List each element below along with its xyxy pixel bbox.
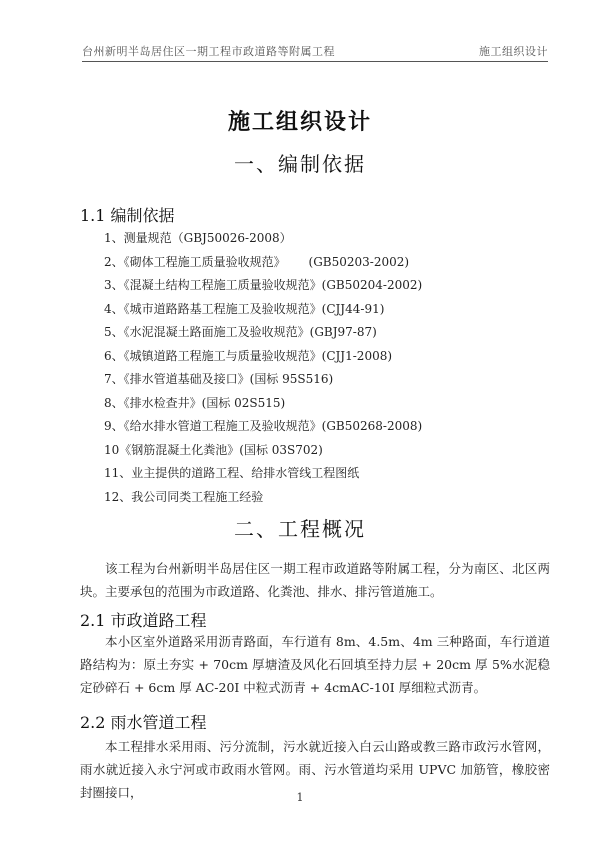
list-item: 12、我公司同类工程施工经验: [104, 489, 264, 504]
list-item: 5、《水泥混凝土路面施工及验收规范》(GBJ97-87): [104, 325, 377, 339]
list-item: 3、《混凝土结构工程施工质量验收规范》(GB50204-2002): [104, 278, 423, 292]
list-item: 7、《排水管道基础及接口》(国标 95S516): [104, 372, 334, 386]
road-paragraph: 本小区室外道路采用沥青路面，车行道有 8m、4.5m、4m 三种路面，车行道道路结构为：原土夯实 + 70cm 厚塘渣及风化石回填至持力层 + 20cm 厚 5%水泥稳定砂碎石 + 6cm 厚 AC-20I 中粒式沥青 + 4cmAC-10I 厚细粒式沥青。: [80, 634, 550, 695]
list-item: 1、测量规范（GBJ50026-2008）: [104, 231, 292, 245]
list-item: 9、《给水排水管道工程施工及验收规范》(GB50268-2008): [104, 419, 423, 433]
page-number: 1: [296, 791, 304, 804]
section-heading-2-1: 2.1 市政道路工程: [80, 611, 207, 630]
header-project-name: 台州新明半岛居住区一期工程市政道路等附属工程: [82, 45, 335, 58]
list-item: 2、《砌体工程施工质量验收规范》 (GB50203-2002): [104, 254, 410, 269]
section-heading-1-1: 1.1 编制依据: [80, 206, 175, 225]
document-title: 施工组织设计: [227, 109, 372, 135]
reference-list: [104, 227, 422, 509]
list-item: 4、《城市道路路基工程施工及验收规范》(CJJ44-91): [104, 301, 385, 316]
rain-paragraph: 本工程排水采用雨、污分流制，污水就近接入白云山路或教三路市政污水管网，雨水就近接入永宁河或市政雨水管网。雨、污水管道均采用 UPVC 加筋管，橡胶密封圈接口，: [80, 739, 550, 800]
page-header: [82, 43, 548, 62]
chapter-heading-overview: 二、工程概况: [234, 517, 366, 541]
list-item: 8、《排水检查井》(国标 02S515): [104, 395, 286, 410]
list-item: 11、业主提供的道路工程、给排水管线工程图纸: [104, 466, 360, 480]
section-heading-2-2: 2.2 雨水管道工程: [80, 713, 207, 732]
header-doc-type: 施工组织设计: [479, 45, 548, 58]
list-item: 6、《城镇道路工程施工与质量验收规范》(CJJ1-2008): [104, 348, 393, 363]
overview-paragraph: 该工程为台州新明半岛居住区一期工程市政道路等附属工程，分为南区、北区两块。主要承包的范围为市政道路、化粪池、排水、排污管道施工。: [80, 561, 550, 599]
chapter-heading-basis: 一、编制依据: [234, 152, 366, 176]
list-item: 10《钢筋混凝土化粪池》(国标 03S702): [104, 442, 323, 457]
